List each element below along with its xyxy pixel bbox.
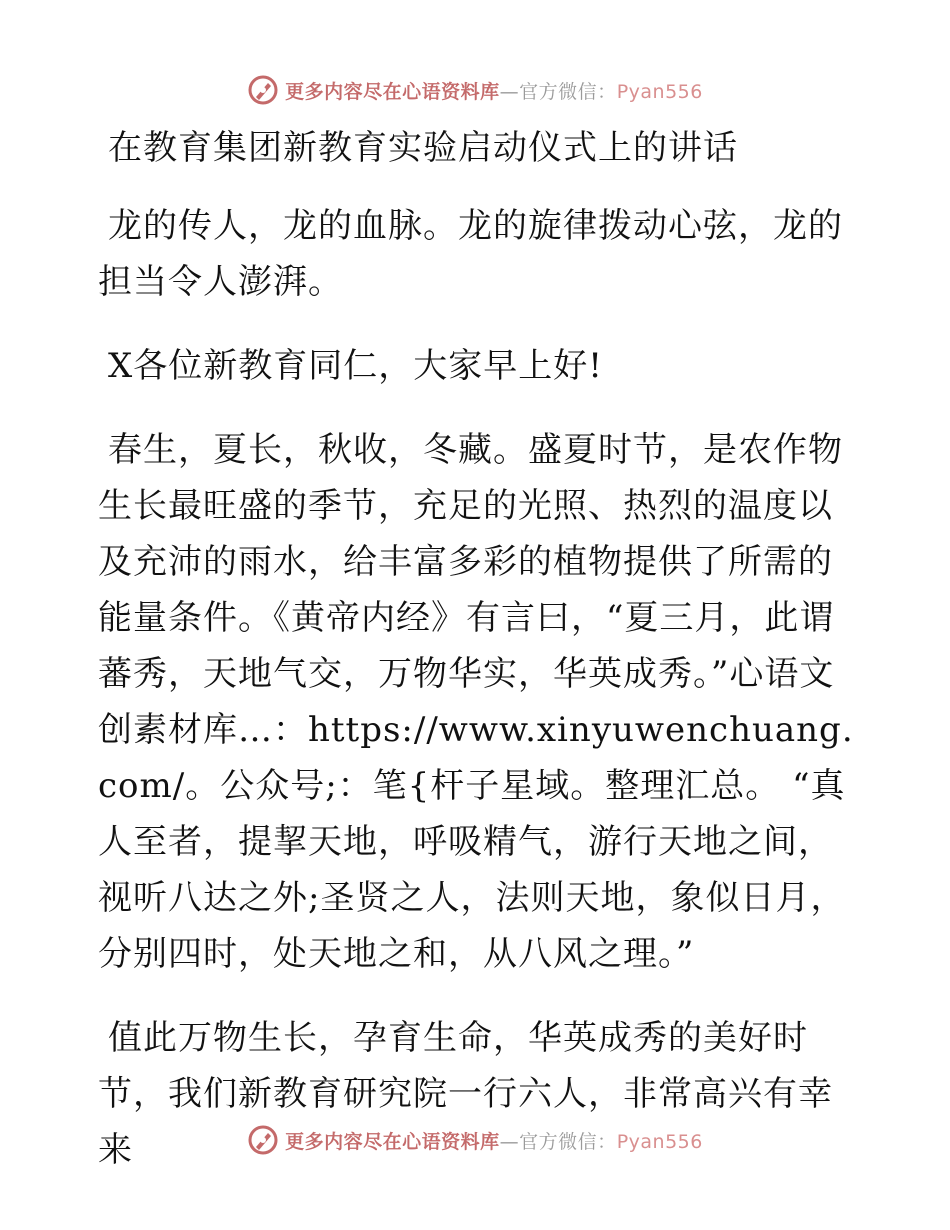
header-watermark-banner xyxy=(0,70,950,110)
banner-dash: — xyxy=(499,1130,520,1153)
banner-main-text: 更多内容尽在心语资料库 xyxy=(285,80,500,103)
paragraph-1: 龙的传人，龙的血脉。龙的旋律拨动心弦，龙的担当令人澎湃。 xyxy=(98,206,843,302)
banner-dash: — xyxy=(499,80,520,103)
paragraph-4: 值此万物生长，孕育生命，华英成秀的美好时节，我们新教育研究院一行六人，非常高兴有幸来 xyxy=(98,1018,833,1170)
paragraph-3: 春生，夏长，秋收，冬藏。盛夏时节，是农作物生长最旺盛的季节，充足的光照、热烈的温度以及充沛的雨水，给丰富多彩的植物提供了所需的能量条件。《黄帝内经》有言曰，“夏三月，此谓蕃秀，天地气交，万物华实，华英成秀。”心语文创素材库…：https://www.xinyuwenchuang.com/。公众号;：笔{杆子星域。整理汇总。 “真人至者，提挈天地，呼吸精气，游行天地之间，视听八达之外;圣贤之人，法则天地，象似日月，分别四时，处天地之和，从八风之理。” xyxy=(98,430,854,974)
paragraph-2: X各位新教育同仁，大家早上好! xyxy=(108,346,603,386)
banner-label: 官方微信： xyxy=(519,1130,617,1153)
banner-wechat-id: Pyan556 xyxy=(616,80,703,103)
pen-circle-icon xyxy=(247,74,279,106)
banner-text xyxy=(285,77,703,104)
document-title: 在教育集团新教育实验启动仪式上的讲话 xyxy=(108,128,738,168)
pen-circle-icon xyxy=(247,1124,279,1156)
document-body xyxy=(98,122,858,1206)
banner-wechat-id: Pyan556 xyxy=(616,1130,703,1153)
banner-text xyxy=(285,1127,703,1154)
banner-label: 官方微信： xyxy=(519,80,617,103)
footer-watermark-banner xyxy=(0,1120,950,1160)
banner-main-text: 更多内容尽在心语资料库 xyxy=(285,1130,500,1153)
